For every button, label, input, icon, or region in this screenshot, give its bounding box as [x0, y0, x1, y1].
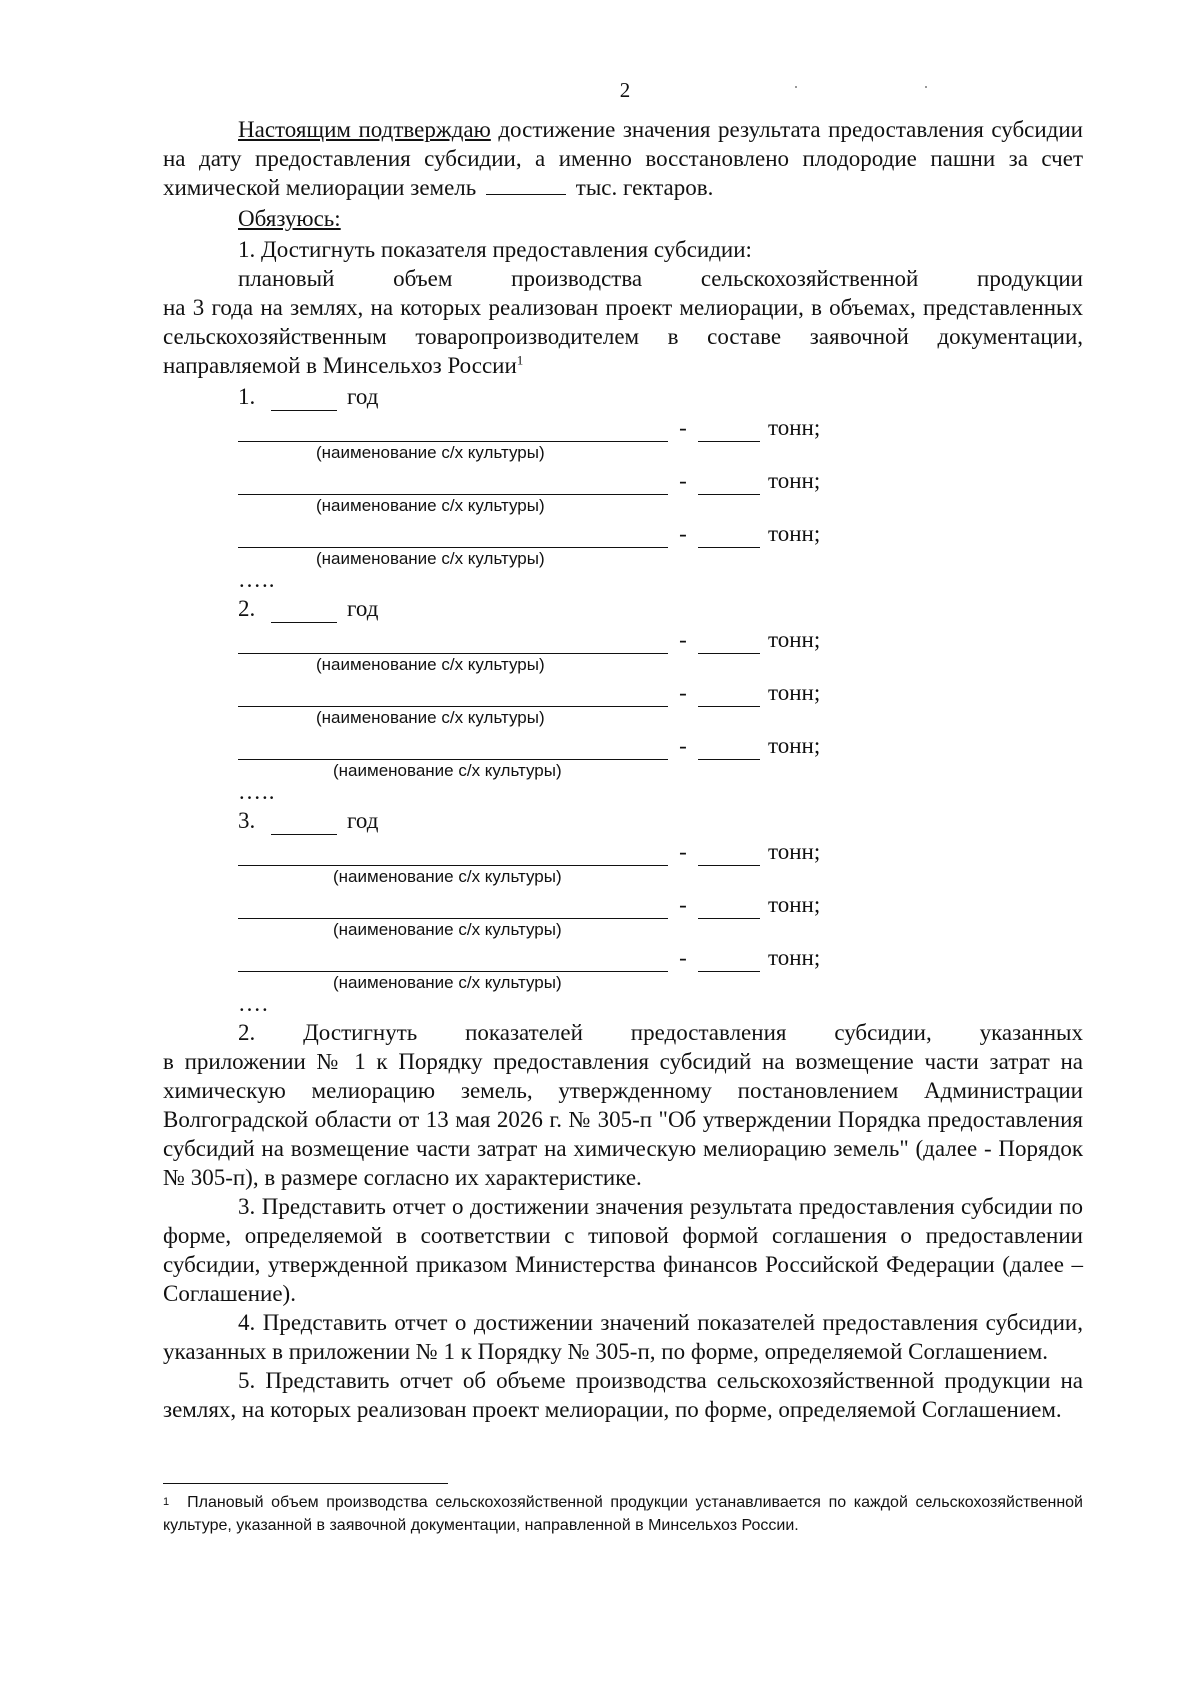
- footnote: [163, 1491, 1083, 1537]
- tonnage-unit: тонн;: [768, 521, 821, 546]
- obligation-heading-line: [163, 204, 1083, 233]
- year-number: 2.: [238, 596, 256, 621]
- year-blank: [271, 390, 337, 411]
- continuation-dots: …..: [238, 779, 276, 804]
- crop-name-blank: [238, 527, 668, 548]
- crop-caption: (наименование с/х культуры): [316, 443, 545, 462]
- item2-rest: в приложении № 1 к Порядку предоставления субсидий на возмещение части затрат на химическую мелиорацию земель, утвержденному постановлением Администрации Волгоградской области от 13 мая 2026 г. № 305-п "Об утверждении Порядка предоставления субсидий на возмещение части затрат на химическую мелиорацию земель" (далее - Порядок № 305-п), в размере согласно их характеристике.: [163, 1049, 1083, 1190]
- footnote-ref: 1: [516, 352, 524, 368]
- year-row: [163, 594, 1083, 623]
- tonnage-blank: [698, 898, 760, 919]
- year-blank: [271, 814, 337, 835]
- confirmation-paragraph: [163, 115, 1083, 202]
- scan-speck: [795, 86, 797, 88]
- item1-first-line: плановый объем производства сельскохозяйственной продукции: [238, 266, 1083, 291]
- footnote-text: Плановый объем производства сельскохозяйственной продукции устанавливается по каждой сельскохозяйственной культуре, указанной в заявочной документации, направленной в Минсельхоз России.: [163, 1494, 1083, 1534]
- year-row: [163, 806, 1083, 835]
- continuation-dots: ….: [238, 991, 269, 1016]
- crop-caption: (наименование с/х культуры): [316, 708, 545, 727]
- crop-caption: (наименование с/х культуры): [333, 867, 562, 886]
- crop-caption: (наименование с/х культуры): [316, 549, 545, 568]
- tonnage-blank: [698, 474, 760, 495]
- page-number: 2: [619, 78, 631, 102]
- year-row: [163, 382, 1083, 411]
- confirm-underlined: Настоящим подтверждаю: [238, 117, 491, 142]
- year-number: 3.: [238, 808, 256, 833]
- crop-dash: -: [679, 680, 687, 705]
- year-blank: [271, 602, 337, 623]
- crop-dash: -: [679, 415, 687, 440]
- item3: 3. Представить отчет о достижении значения результата предоставления субсидии по форме, определяемой в соответствии с типовой формой соглашения о предоставлении субсидии, утвержденной приказом Министерства финансов Российской Федерации (далее – Соглашение).: [163, 1194, 1083, 1306]
- confirm-text: достижение значения результата предоставления субсидии на дату предоставления субсидии, а именно восстановлено плодородие пашни за счет химической мелиорации земель: [163, 117, 1083, 200]
- year-label: год: [347, 596, 379, 621]
- crop-caption: (наименование с/х культуры): [333, 973, 562, 992]
- tonnage-unit: тонн;: [768, 468, 821, 493]
- tonnage-unit: тонн;: [768, 680, 821, 705]
- year-label: год: [347, 384, 379, 409]
- tonnage-blank: [698, 527, 760, 548]
- yearly-volumes: [163, 382, 1083, 1016]
- footnote-mark: 1: [163, 1496, 170, 1508]
- crop-name-blank: [238, 633, 668, 654]
- crop-name-blank: [238, 421, 668, 442]
- crop-name-blank: [238, 686, 668, 707]
- year-number: 1.: [238, 384, 256, 409]
- confirm-tail: тыс. гектаров.: [570, 175, 714, 200]
- year-label: год: [347, 808, 379, 833]
- item1-lead: 1. Достигнуть показателя предоставления субсидии:: [238, 237, 752, 262]
- crop-row: [163, 680, 1083, 707]
- crop-caption: (наименование с/х культуры): [333, 761, 562, 780]
- tonnage-blank: [698, 686, 760, 707]
- crop-dash: -: [679, 733, 687, 758]
- item4: 4. Представить отчет о достижении значений показателей предоставления субсидии, указанных в приложении № 1 к Порядку № 305-п, по форме, определяемой Соглашением.: [163, 1310, 1083, 1364]
- crop-dash: -: [679, 468, 687, 493]
- tonnage-unit: тонн;: [768, 839, 821, 864]
- obligation-heading: Обязуюсь:: [238, 206, 341, 231]
- crop-dash: -: [679, 627, 687, 652]
- item2-first-line: 2. Достигнуть показателей предоставления субсидии, указанных: [238, 1020, 1083, 1045]
- crop-dash: -: [679, 839, 687, 864]
- crop-row: [163, 415, 1083, 442]
- crop-row: [163, 627, 1083, 654]
- crop-row: [163, 468, 1083, 495]
- crop-dash: -: [679, 521, 687, 546]
- crop-caption: (наименование с/х культуры): [316, 655, 545, 674]
- tonnage-unit: тонн;: [768, 415, 821, 440]
- tonnage-blank: [698, 633, 760, 654]
- crop-row: [163, 733, 1083, 760]
- crop-row: [163, 945, 1083, 972]
- crop-name-blank: [238, 898, 668, 919]
- crop-row: [163, 521, 1083, 548]
- tonnage-unit: тонн;: [768, 892, 821, 917]
- tonnage-unit: тонн;: [768, 733, 821, 758]
- item1-rest-text: на 3 года на землях, на которых реализован проект мелиорации, в объемах, представленных сельскохозяйственным товаропроизводителем в составе заявочной документации, направляемой в Минсельхоз России: [163, 295, 1083, 378]
- crop-row: [163, 892, 1083, 919]
- tonnage-unit: тонн;: [768, 945, 821, 970]
- crop-name-blank: [238, 845, 668, 866]
- tonnage-blank: [698, 739, 760, 760]
- tonnage-blank: [698, 845, 760, 866]
- crop-caption: (наименование с/х культуры): [333, 920, 562, 939]
- scan-speck: [925, 86, 927, 88]
- hectares-blank: [486, 176, 566, 195]
- tonnage-blank: [698, 421, 760, 442]
- item5: 5. Представить отчет об объеме производства сельскохозяйственной продукции на землях, на которых реализован проект мелиорации, по форме, определяемой Соглашением.: [163, 1368, 1083, 1422]
- crop-name-blank: [238, 739, 668, 760]
- tonnage-unit: тонн;: [768, 627, 821, 652]
- document-body: [163, 115, 1083, 1424]
- item1-rest: [163, 293, 1083, 380]
- crop-dash: -: [679, 892, 687, 917]
- tonnage-blank: [698, 951, 760, 972]
- continuation-dots: …..: [238, 567, 276, 592]
- crop-dash: -: [679, 945, 687, 970]
- footnote-rule: [163, 1483, 448, 1484]
- crop-name-blank: [238, 474, 668, 495]
- crop-row: [163, 839, 1083, 866]
- crop-caption: (наименование с/х культуры): [316, 496, 545, 515]
- crop-name-blank: [238, 951, 668, 972]
